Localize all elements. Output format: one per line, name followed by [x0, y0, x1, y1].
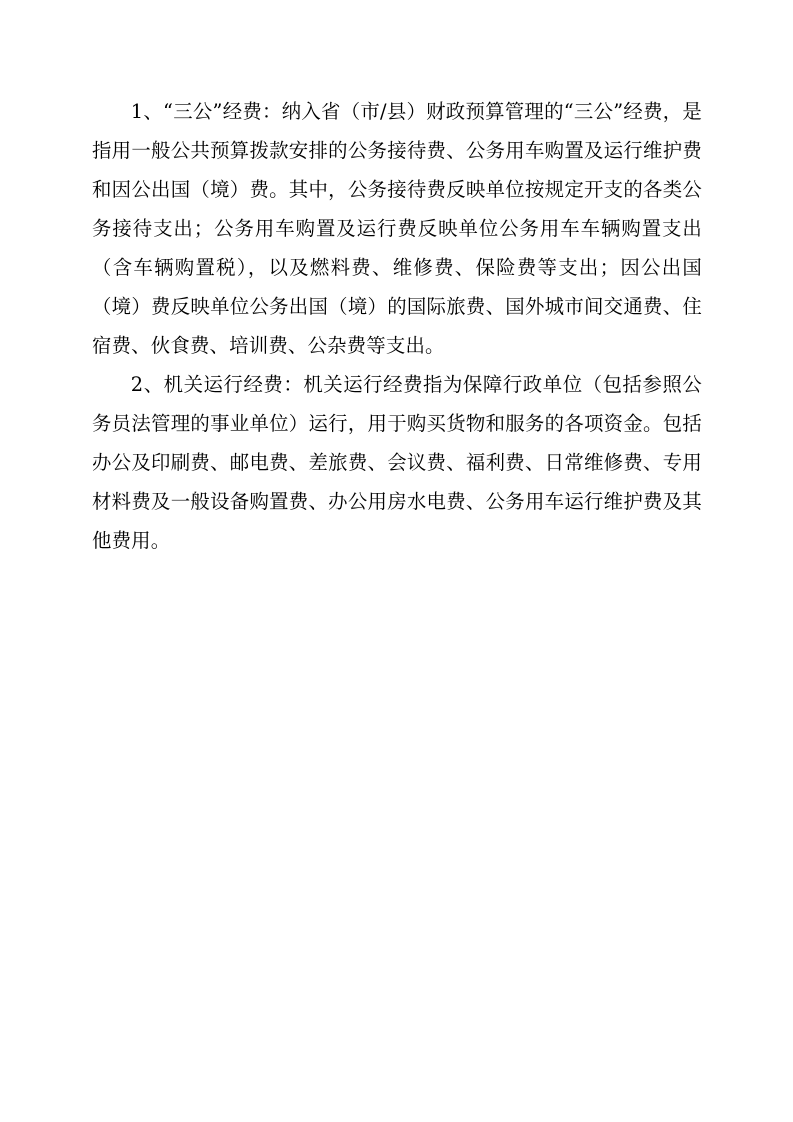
paragraph-jiguan-yunxing-jingfei: 2、机关运行经费：机关运行经费指为保障行政单位（包括参照公务员法管理的事业单位）运行，用于购买货物和服务的各项资金。包括办公及印刷费、邮电费、差旅费、会议费、福利费、日常维修费、专用材料费及一般设备购置费、办公用房水电费、公务用车运行维护费及其他费用。	[92, 373, 702, 552]
paragraph-sangong-jingfei: 1、“三公”经费：纳入省（市/县）财政预算管理的“三公”经费，是指用一般公共预算拨款安排的公务接待费、公务用车购置及运行维护费和因公出国（境）费。其中，公务接待费反映单位按规定开支的各类公务接待支出；公务用车购置及运行费反映单位公务用车车辆购置支出（含车辆购置税），以及燃料费、维修费、保险费等支出；因公出国（境）费反映单位公务出国（境）的国际旅费、国外城市间交通费、住宿费、伙食费、培训费、公杂费等支出。	[92, 100, 702, 357]
document-body	[92, 92, 702, 560]
